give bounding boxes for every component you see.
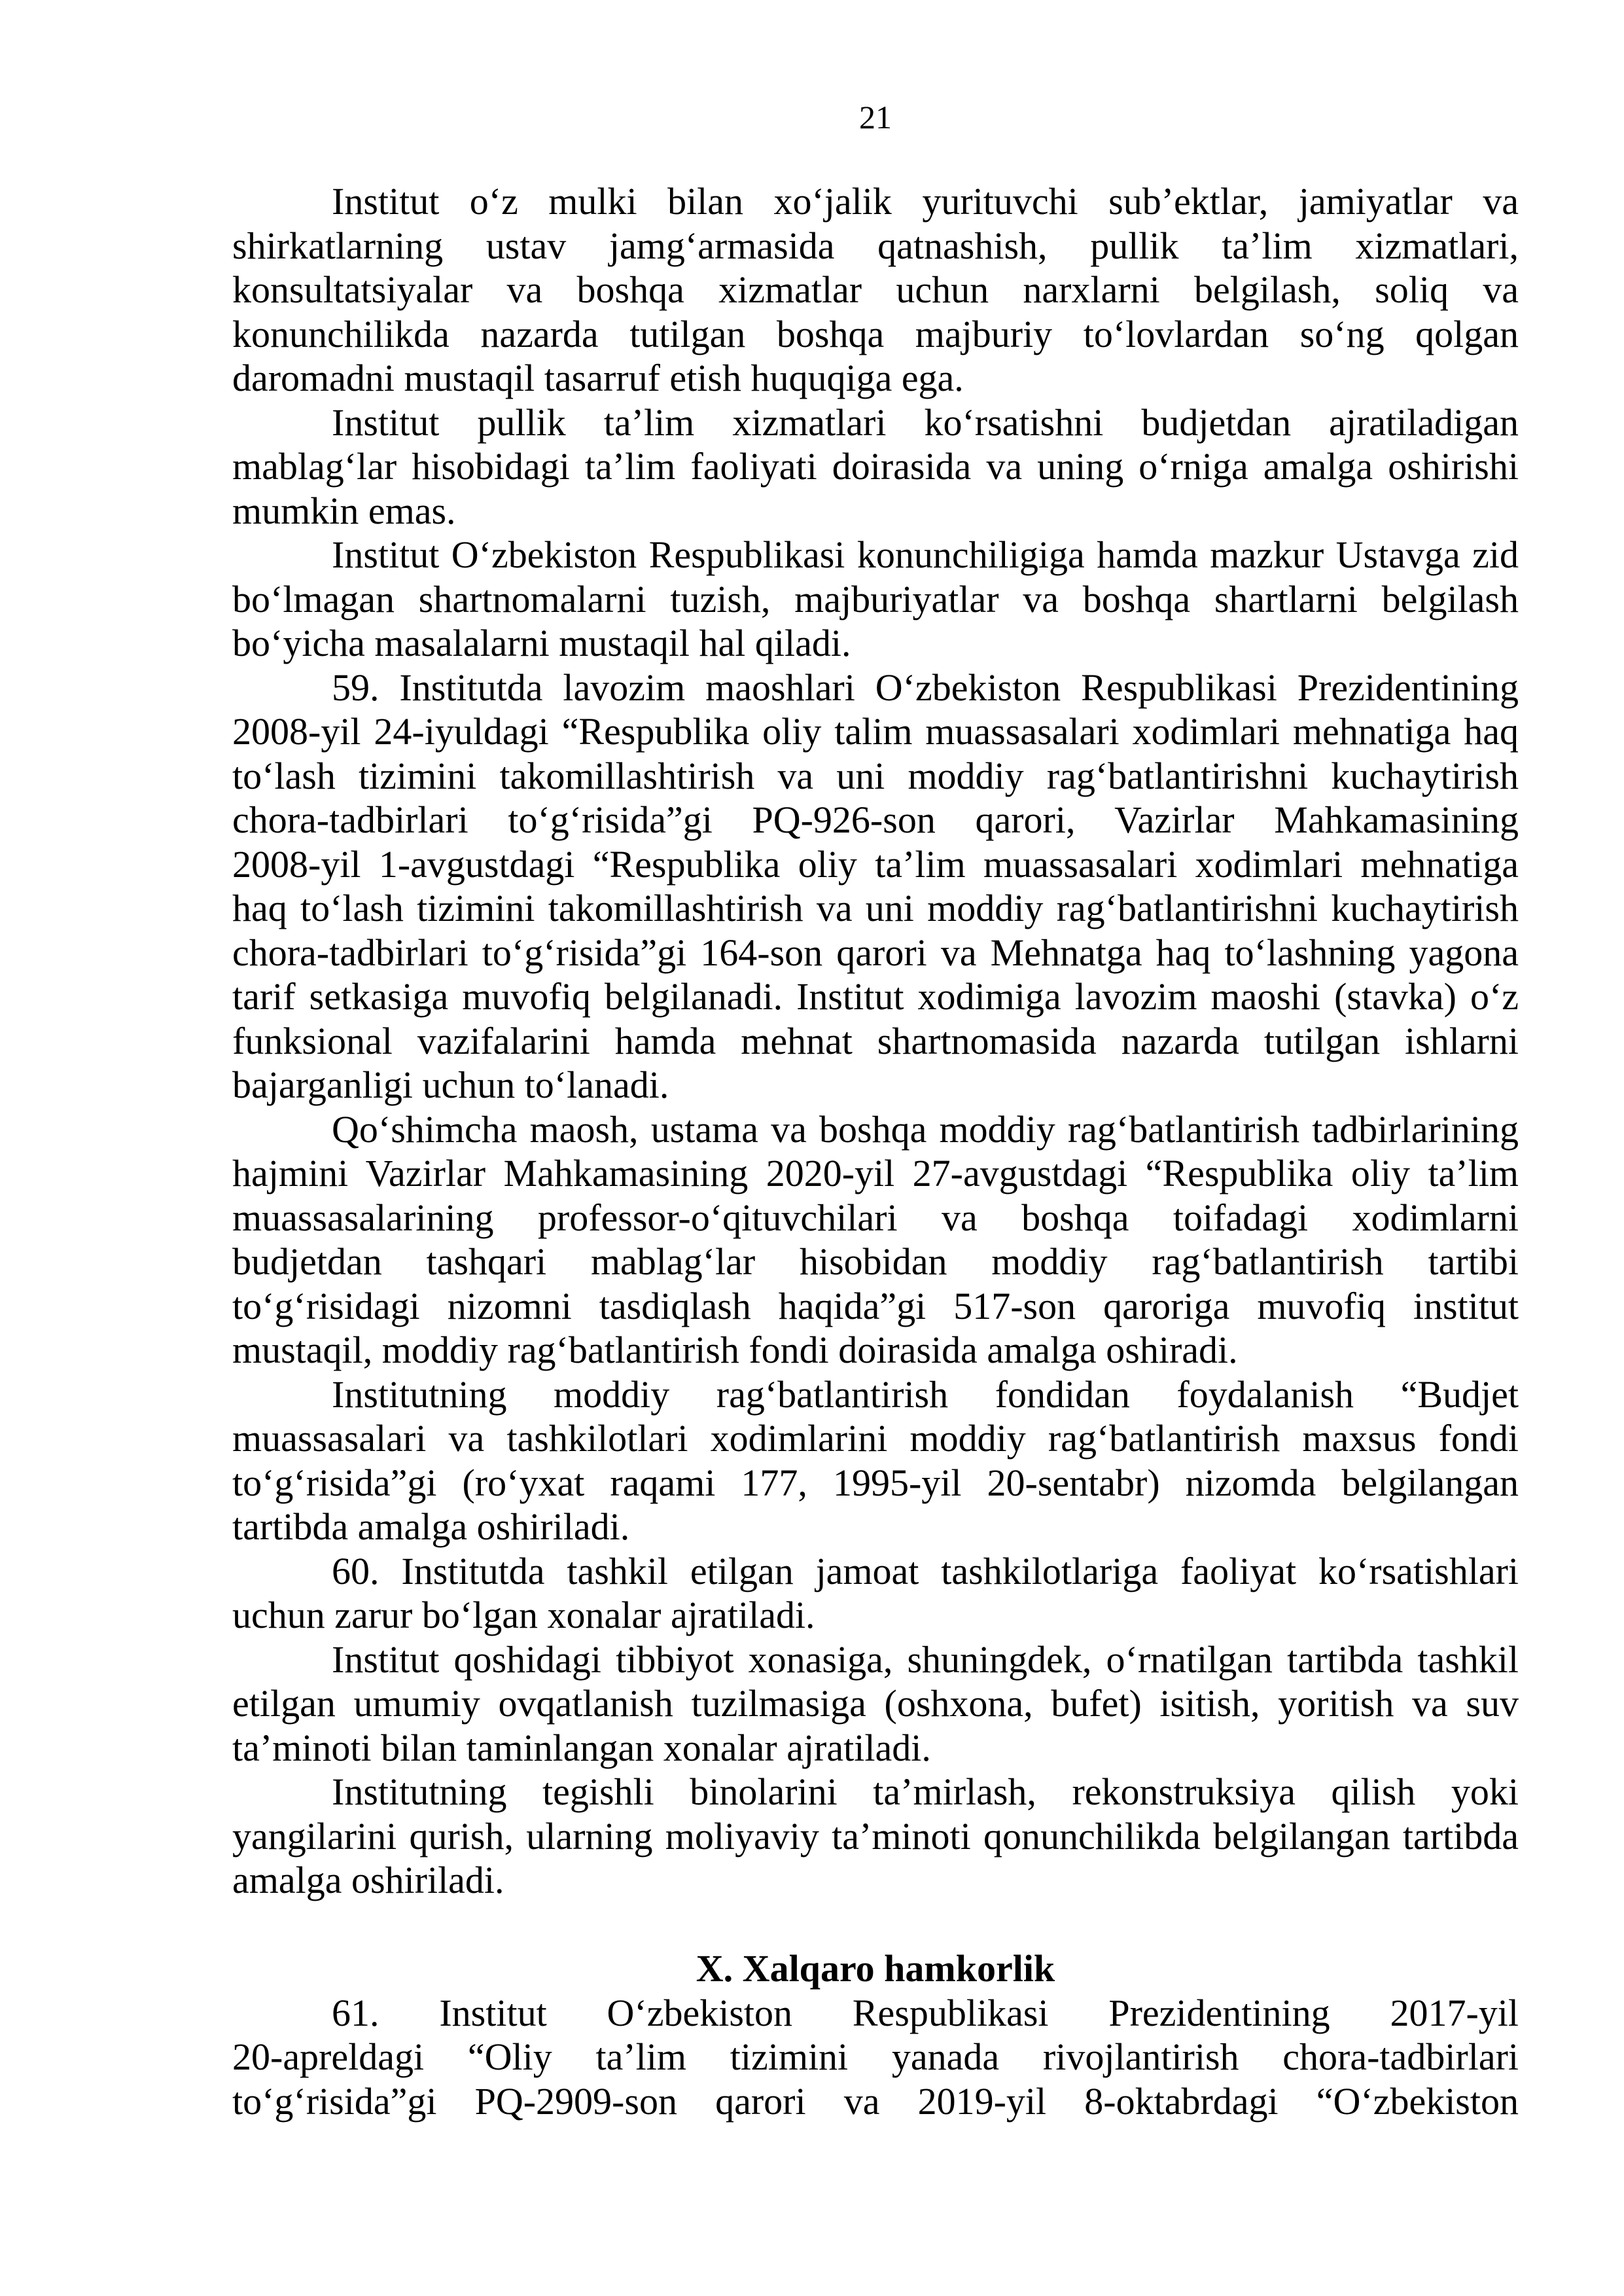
text-line: konunchilikda nazarda tutilgan boshqa majburiy to‘lovlardan so‘ng qolgan [232,312,1519,355]
paragraph [232,1372,1519,1549]
paragraph [232,533,1519,666]
paragraph [232,1770,1519,1903]
document-body [232,179,1519,2123]
text-line: chora-tadbirlari to‘g‘risida”gi 164-son qarori va Mehnatga haq to‘lashning yagona [232,931,1519,974]
text-line: amalga oshiriladi. [232,1859,504,1901]
text-line: Institut o‘z mulki bilan xo‘jalik yurituvchi sub’ektlar, jamiyatlar va [332,180,1519,223]
text-line: haq to‘lash tizimini takomillashtirish va uni moddiy rag‘batlantirishni kuchaytirish [232,887,1519,929]
text-line: shirkatlarning ustav jamg‘armasida qatnashish, pullik ta’lim xizmatlari, [232,224,1519,267]
text-line: to‘g‘risidagi nizomni tasdiqlash haqida”gi 517-son qaroriga muvofiq institut [232,1284,1519,1327]
section-heading: X. Xalqaro hamkorlik [696,1947,1055,1990]
text-line: etilgan umumiy ovqatlanish tuzilmasiga (oshxona, bufet) isitish, yoritish va suv [232,1682,1519,1725]
text-line: tarif setkasiga muvofiq belgilanadi. Institut xodimiga lavozim maoshi (stavka) o‘z [232,975,1519,1018]
paragraph [232,666,1519,1107]
text-line: bajarganligi uchun to‘lanadi. [232,1064,669,1106]
text-line: mablag‘lar hisobidagi ta’lim faoliyati doirasida va uning o‘rniga amalga oshirishi [232,445,1519,488]
text-line: Institutning tegishli binolarini ta’mirlash, rekonstruksiya qilish yoki [332,1770,1519,1813]
text-line: Institutning moddiy rag‘batlantirish fondidan foydalanish “Budjet [332,1372,1519,1416]
text-line: daromadni mustaqil tasarruf etish huquqiga ega. [232,357,964,399]
text-line: mumkin emas. [232,489,456,532]
text-line: chora-tadbirlari to‘g‘risida”gi PQ-926-son qarori, Vazirlar Mahkamasining [232,798,1519,841]
text-line: Institut O‘zbekiston Respublikasi konunchiligiga hamda mazkur Ustavga zid [332,533,1519,576]
text-line: Institut qoshidagi tibbiyot xonasiga, shuningdek, o‘rnatilgan tartibda tashkil [332,1638,1519,1681]
text-line: to‘g‘risida”gi (ro‘yxat raqami 177, 1995-yil 20-sentabr) nizomda belgilangan [232,1461,1519,1504]
text-line: 2008-yil 1-avgustdagi “Respublika oliy ta’lim muassasalari xodimlari mehnatiga [232,842,1519,886]
page-number: 21 [859,99,892,135]
text-line: tartibda amalga oshiriladi. [232,1505,630,1548]
text-line: hajmini Vazirlar Mahkamasining 2020-yil 27-avgustdagi “Respublika oliy ta’lim [232,1152,1519,1194]
text-line: 2008-yil 24-iyuldagi “Respublika oliy talim muassasalari xodimlari mehnatiga haq [232,710,1519,753]
text-line: yangilarini qurish, ularning moliyaviy ta’minoti qonunchilikda belgilangan tartibda [232,1814,1519,1857]
text-line: uchun zarur bo‘lgan xonalar ajratiladi. [232,1594,815,1636]
text-line: to‘g‘risida”gi PQ-2909-son qarori va 2019-yil 8-oktabrdagi “O‘zbekiston [232,2079,1519,2123]
paragraph [232,1638,1519,1770]
text-line: bo‘yicha masalalarni mustaqil hal qiladi. [232,622,851,664]
text-line: konsultatsiyalar va boshqa xizmatlar uchun narxlarni belgilash, soliq va [232,268,1519,311]
text-line: funksional vazifalarini hamda mehnat shartnomasida nazarda tutilgan ishlarni [232,1019,1519,1062]
text-line: Institut pullik ta’lim xizmatlari ko‘rsatishni budjetdan ajratiladigan [332,401,1519,444]
text-line: muassasalari va tashkilotlari xodimlarini moddiy rag‘batlantirish maxsus fondi [232,1417,1519,1460]
text-line: mustaqil, moddiy rag‘batlantirish fondi doirasida amalga oshiradi. [232,1329,1238,1371]
text-line: Qo‘shimcha maosh, ustama va boshqa moddiy rag‘batlantirish tadbirlarining [332,1107,1519,1151]
text-line: to‘lash tizimini takomillashtirish va uni moddiy rag‘batlantirishni kuchaytirish [232,754,1519,797]
text-line: 60. Institutda tashkil etilgan jamoat tashkilotlariga faoliyat ko‘rsatishlari [332,1549,1519,1592]
blank-line [232,1903,1519,1947]
text-line: ta’minoti bilan taminlangan xonalar ajratiladi. [232,1726,931,1769]
text-line: budjetdan tashqari mablag‘lar hisobidan moddiy rag‘batlantirish tartibi [232,1240,1519,1283]
paragraph [232,179,1519,401]
paragraph [232,401,1519,533]
text-line: muassasalarining professor-o‘qituvchilari va boshqa toifadagi xodimlarni [232,1196,1519,1239]
text-line: 20-apreldagi “Oliy ta’lim tizimini yanada rivojlantirish chora-tadbirlari [232,2036,1519,2078]
paragraph [232,1991,1519,2124]
text-line: bo‘lmagan shartnomalarni tuzish, majburiyatlar va boshqa shartlarni belgilash [232,577,1519,620]
text-line: 61. Institut O‘zbekiston Respublikasi Prezidentining 2017-yil [332,1991,1519,2034]
text-line: 59. Institutda lavozim maoshlari O‘zbekiston Respublikasi Prezidentining [332,666,1519,709]
paragraph [232,1107,1519,1372]
paragraph [232,1549,1519,1638]
